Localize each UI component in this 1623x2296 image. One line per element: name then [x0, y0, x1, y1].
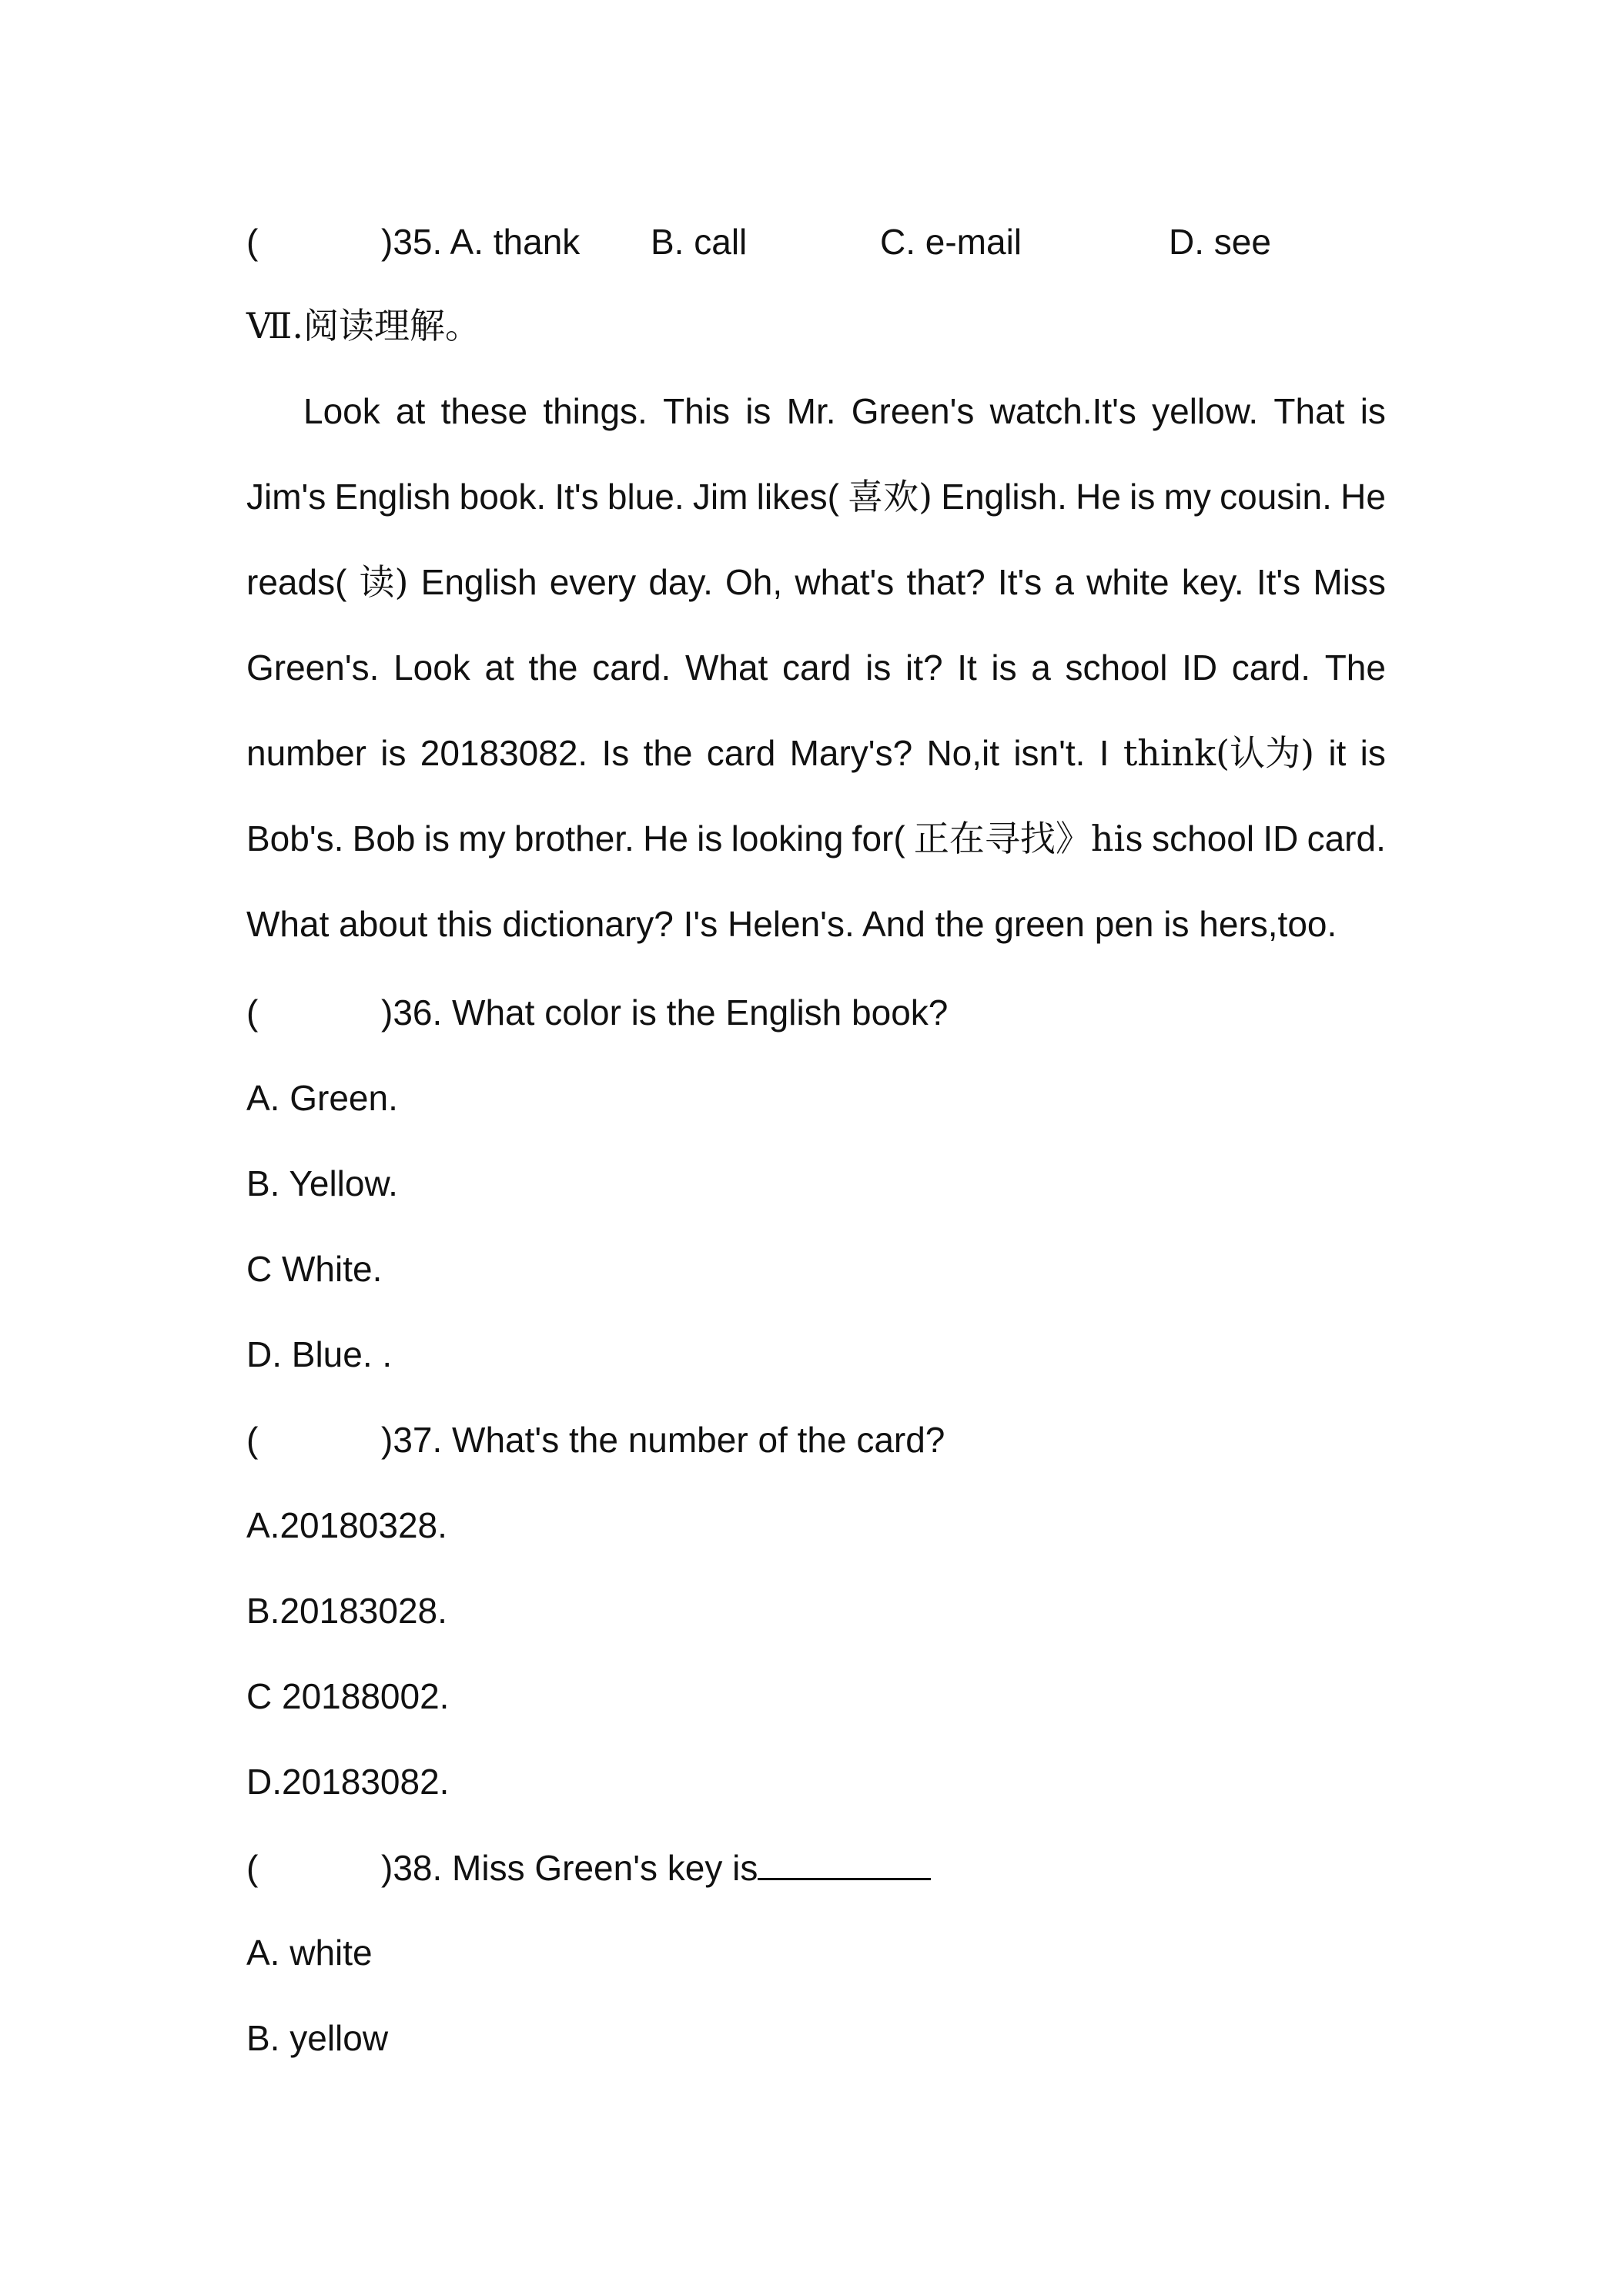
passage-word: 喜欢) — [848, 476, 933, 517]
passage-word: every — [549, 562, 637, 602]
question-stem: )37. What's the number of the card? — [381, 1420, 945, 1460]
question-35 — [246, 219, 580, 265]
option-c: C White. — [246, 1249, 383, 1289]
passage-line — [246, 474, 1386, 559]
passage-word: He — [1340, 477, 1386, 517]
passage-word: the — [643, 733, 693, 773]
passage-word: yellow. — [1152, 391, 1259, 431]
passage-word: is — [423, 818, 450, 858]
passage-word: ID — [1182, 648, 1218, 688]
question-stem: )38. Miss Green's key is — [381, 1848, 758, 1888]
passage-word: these — [440, 391, 528, 431]
passage-word: a — [1031, 648, 1051, 688]
passage-word: my — [458, 818, 506, 858]
question-36 — [246, 989, 948, 1036]
answer-paren: ( — [246, 1420, 259, 1460]
passage-word: my — [1163, 477, 1211, 517]
answer-paren: ( — [246, 222, 259, 262]
passage-word: No,it — [926, 733, 1000, 773]
passage-word: What — [684, 648, 768, 688]
passage-word: This — [663, 391, 730, 431]
passage-word: It's — [554, 477, 599, 517]
passage-word: He — [643, 818, 688, 858]
section-title: Ⅶ.阅读理解。 — [246, 305, 480, 346]
passage-word: what's — [795, 562, 895, 602]
passage-word: 读) — [359, 561, 409, 603]
passage-word: a — [1054, 562, 1075, 602]
passage-word: is — [697, 818, 723, 858]
passage-word: for( — [852, 818, 905, 858]
passage-line — [246, 730, 1386, 815]
passage-line — [246, 388, 1386, 474]
passage-word: Miss — [1313, 562, 1386, 602]
passage-word: is — [865, 648, 892, 688]
passage-word: 正在寻找》his — [913, 818, 1143, 859]
passage-word: That — [1273, 391, 1345, 431]
passage-word: card. — [592, 648, 671, 688]
passage-line — [246, 901, 1386, 986]
passage-word: is — [380, 733, 407, 773]
passage-word: Mr. — [786, 391, 836, 431]
passage-word: the — [528, 648, 578, 688]
passage-word: book. — [459, 477, 547, 517]
passage-word: card. — [1307, 818, 1386, 858]
answer-blank — [758, 1844, 931, 1880]
passage-word: is — [991, 648, 1017, 688]
passage-word: It's — [997, 562, 1042, 602]
question-38 — [246, 1844, 931, 1891]
question-stem: )36. What color is the English book? — [381, 992, 949, 1033]
passage-word: school — [1152, 818, 1255, 858]
passage-word: Mary's? — [789, 733, 913, 773]
passage-word: blue. — [607, 477, 684, 517]
passage-word: number — [246, 733, 366, 773]
passage-word: English — [334, 477, 451, 517]
passage-word: school — [1065, 648, 1168, 688]
passage-word: Bob — [352, 818, 416, 858]
passage-word: is — [745, 391, 771, 431]
passage-word: at — [395, 391, 426, 431]
question-stem: )35. A. thank — [381, 222, 581, 262]
option-b: B. yellow — [246, 2018, 389, 2058]
passage-word: Look — [303, 391, 380, 431]
passage-word: brother. — [514, 818, 634, 858]
option-b: B. call — [651, 222, 748, 262]
passage-word: it — [1328, 733, 1347, 773]
passage-word: He — [1076, 477, 1121, 517]
passage-word: is — [1360, 391, 1386, 431]
option-d: D.20183082. — [246, 1762, 450, 1802]
passage-word: English. — [941, 477, 1067, 517]
passage-word: think(认为) — [1123, 732, 1315, 774]
reading-passage — [246, 388, 1386, 986]
passage-word: card — [781, 648, 852, 688]
passage-word: It's — [1256, 562, 1301, 602]
passage-word: card. — [1231, 648, 1311, 688]
passage-word: It — [957, 648, 977, 688]
passage-word: Green's. — [246, 648, 380, 688]
passage-word: it? — [905, 648, 943, 688]
passage-word: Bob's. — [246, 818, 344, 858]
option-b: B. Yellow. — [246, 1163, 398, 1203]
passage-line — [246, 815, 1386, 901]
passage-word: Jim — [692, 477, 748, 517]
passage-word: English — [420, 562, 537, 602]
answer-paren: ( — [246, 1848, 259, 1888]
passage-word: Look — [393, 648, 470, 688]
question-37 — [246, 1417, 945, 1463]
passage-word: white — [1086, 562, 1170, 602]
passage-word: The — [1324, 648, 1386, 688]
passage-word: Green's — [851, 391, 975, 431]
passage-word: What about this dictionary? I's Helen's. And the green pen is hers,too. — [246, 904, 1337, 944]
answer-paren: ( — [246, 992, 259, 1033]
passage-word: looking — [731, 818, 844, 858]
passage-line — [246, 559, 1386, 644]
option-a: A.20180328. — [246, 1505, 447, 1545]
passage-word: isn't. — [1013, 733, 1086, 773]
passage-word: Oh, — [725, 562, 783, 602]
option-c: C 20188002. — [246, 1676, 450, 1716]
passage-word: likes( — [756, 477, 839, 517]
passage-word: is — [1129, 477, 1156, 517]
option-c: C. e-mail — [880, 222, 1022, 262]
passage-word: Is — [601, 733, 630, 773]
option-b: B.20183028. — [246, 1591, 447, 1631]
passage-word: is — [1360, 733, 1386, 773]
passage-word: cousin. — [1220, 477, 1332, 517]
passage-word: watch.It's — [989, 391, 1136, 431]
option-d: D. Blue. . — [246, 1334, 393, 1374]
passage-word: card — [706, 733, 776, 773]
passage-word: Jim's — [246, 477, 326, 517]
passage-word: things. — [543, 391, 648, 431]
option-a: A. Green. — [246, 1078, 398, 1118]
passage-word: that? — [906, 562, 986, 602]
passage-word: key. — [1181, 562, 1244, 602]
passage-word: 20183082. — [420, 733, 588, 773]
passage-word: I — [1099, 733, 1109, 773]
passage-word: ID — [1263, 818, 1299, 858]
passage-word: reads( — [246, 562, 347, 602]
option-d: D. see — [1169, 222, 1271, 262]
passage-word: day. — [648, 562, 713, 602]
passage-word: at — [484, 648, 514, 688]
option-a: A. white — [246, 1933, 373, 1973]
passage-line — [246, 644, 1386, 730]
